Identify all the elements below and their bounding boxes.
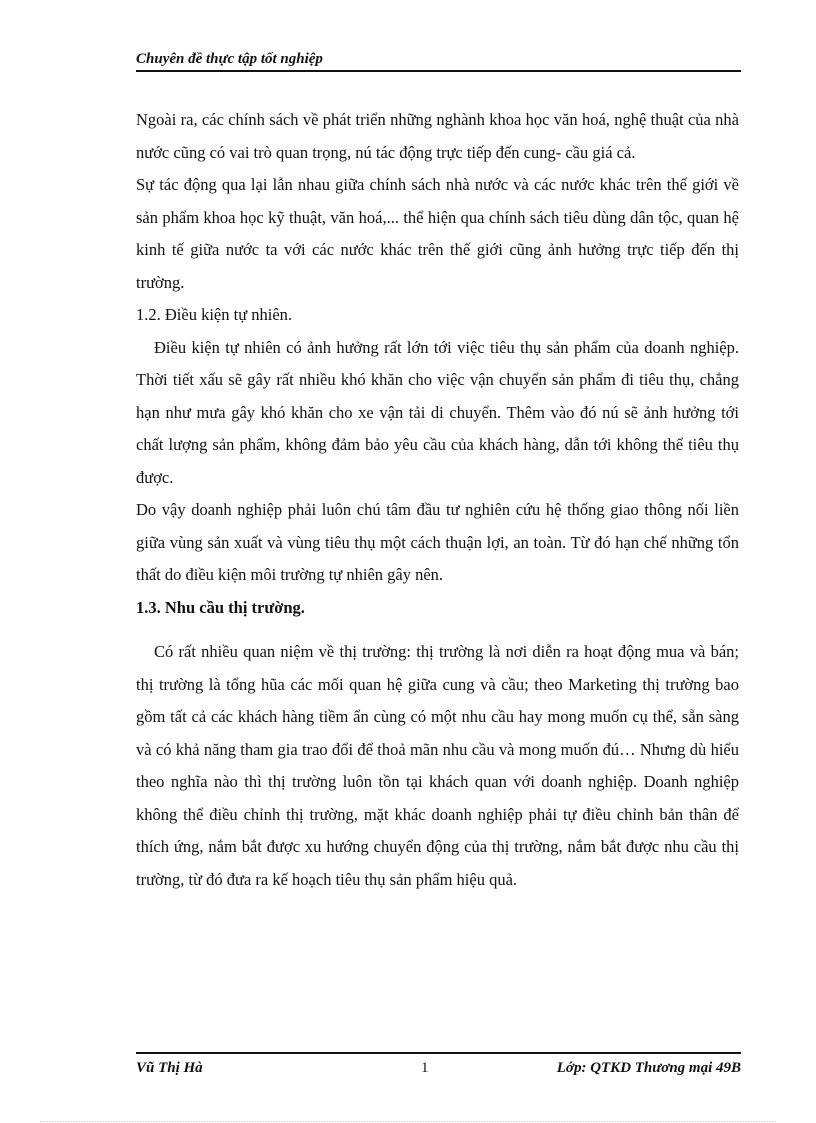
paragraph-interaction: Sự tác động qua lại lẫn nhau giữa chính sách nhà nước và các nước khác trên thế giới về sản phẩm khoa học kỹ thuật, văn hoá,... thể hiện qua chính sách tiêu dùng dân tộc, quan hệ kinh tế giữa nước ta với các nước khác trên thế giới cũng ảnh hưởng trực tiếp đến thị trường. (136, 175, 739, 292)
header-title: Chuyên đề thực tập tốt nghiệp (136, 51, 323, 67)
document-body (136, 104, 739, 896)
section-heading-1-2: 1.2. Điều kiện tự nhiên. (136, 305, 293, 324)
page-number: 1 (421, 1060, 429, 1076)
header-rule (136, 70, 741, 72)
footer-rule (136, 1052, 741, 1054)
paragraph-natural-conditions: Điều kiện tự nhiên có ảnh hưởng rất lớn tới việc tiêu thụ sản phẩm của doanh nghiệp. Thời tiết xấu sẽ gây rất nhiều khó khăn cho việc vận chuyển sản phẩm đi tiêu thụ, chẳng hạn như mưa gây khó khăn cho xe vận tải di chuyển. Thêm vào đó nú sẽ ảnh hưởng tới chất lượng sản phẩm, không đảm bảo yêu cầu của khách hàng, dẫn tới không thể tiêu thụ được. (136, 337, 739, 487)
page-bottom-edge (40, 1121, 776, 1122)
paragraph-market-demand: Có rất nhiều quan niệm về thị trường: thị trường là nơi diễn ra hoạt động mua và bán; thị trường là tổng hũa các mối quan hệ giữa cung và cầu; theo Marketing thị trường bao gồm tất cả các khách hàng tiềm ẩn cùng có một nhu cầu hay mong muốn cụ thể, sẵn sàng và có khả năng tham gia trao đổi để thoả mãn nhu cầu và mong muốn đú… Nhưng dù hiểu theo nghĩa nào thì thị trường luôn tồn tại khách quan với doanh nghiệp. Doanh nghiệp không thể điều chỉnh thị trường, mặt khác doanh nghiệp phải tự điều chỉnh bản thân để thích ứng, nắm bắt được xu hướng chuyển động của thị trường, nắm bắt được nhu cầu thị trường, từ đó đưa ra kế hoạch tiêu thụ sản phẩm hiệu quả. (136, 642, 739, 889)
section-heading-1-3: 1.3. Nhu cầu thị trường. (136, 597, 305, 617)
paragraph-policy: Ngoài ra, các chính sách về phát triển những nghành khoa học văn hoá, nghệ thuật của nhà nước cũng có vai trò quan trọng, nú tác động trực tiếp đến cung- cầu giá cả. (136, 110, 739, 162)
footer-author: Vũ Thị Hà (136, 1060, 203, 1076)
paragraph-transport: Do vậy doanh nghiệp phải luôn chú tâm đầu tư nghiên cứu hệ thống giao thông nối liền giữa vùng sản xuất và vùng tiêu thụ một cách thuận lợi, an toàn. Từ đó hạn chế những tổn thất do điều kiện môi trường tự nhiên gây nên. (136, 500, 739, 584)
page-header (136, 50, 741, 72)
footer-class: Lớp: QTKD Thương mại 49B (556, 1060, 741, 1076)
page-footer (136, 1052, 741, 1080)
